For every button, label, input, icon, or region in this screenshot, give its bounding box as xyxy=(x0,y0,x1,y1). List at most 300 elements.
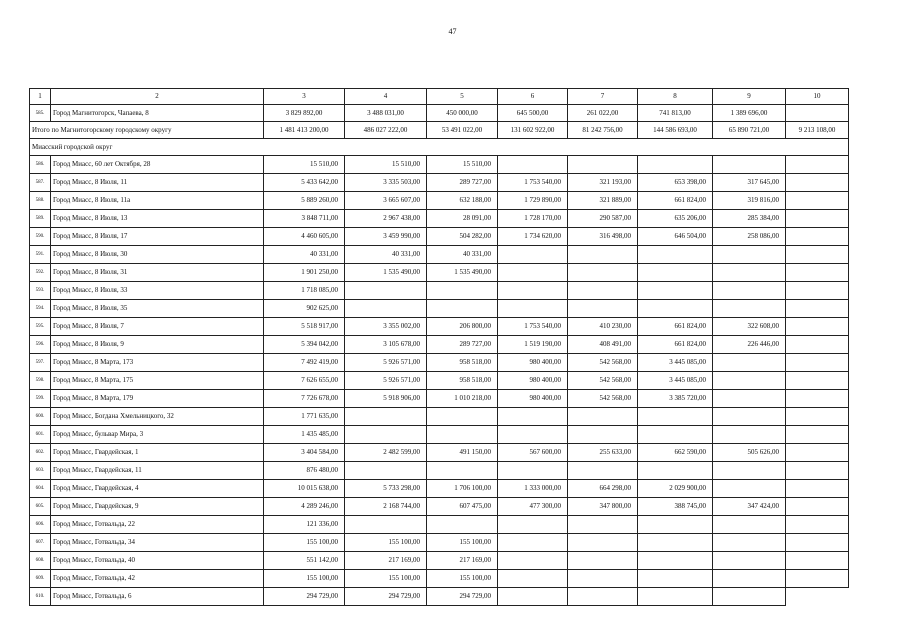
total-label: Итого по Магнитогорскому городскому округу xyxy=(30,122,264,139)
row-number: 589. xyxy=(30,210,51,228)
cell-col-6 xyxy=(498,300,568,318)
cell-col-4: 155 100,00 xyxy=(345,570,427,588)
table-row xyxy=(30,300,849,318)
cell-col-8: 661 824,00 xyxy=(638,318,713,336)
cell-col-10 xyxy=(786,372,849,390)
cell-col-3: 7 492 419,00 xyxy=(264,354,345,372)
header-col-4: 4 xyxy=(345,89,427,105)
cell-col-8: 635 206,00 xyxy=(638,210,713,228)
cell-col-6: 1 519 190,00 xyxy=(498,336,568,354)
cell-col-9 xyxy=(713,408,786,426)
cell-col-4: 5 926 571,00 xyxy=(345,354,427,372)
cell-col-3: 40 331,00 xyxy=(264,246,345,264)
cell-col-10 xyxy=(786,318,849,336)
row-number: 591. xyxy=(30,246,51,264)
cell-col-8 xyxy=(638,156,713,174)
cell-col-7 xyxy=(568,246,638,264)
row-address: Город Миасс, Гвардейская, 9 xyxy=(51,498,264,516)
row-address: Город Миасс, Готвальда, 22 xyxy=(51,516,264,534)
cell-col-5: 491 150,00 xyxy=(427,444,498,462)
row-number: 610. xyxy=(30,588,51,606)
row-address: Город Миасс, 8 Июля, 9 xyxy=(51,336,264,354)
row-address: Город Миасс, Гвардейская, 4 xyxy=(51,480,264,498)
cell-col-3: 4 289 246,00 xyxy=(264,498,345,516)
cell-col-9 xyxy=(713,246,786,264)
cell-col-9 xyxy=(713,426,786,444)
row-address: Город Миасс, 8 Марта, 175 xyxy=(51,372,264,390)
row-address: Город Миасс, Готвальда, 6 xyxy=(51,588,264,606)
table-row xyxy=(30,570,849,588)
row-number: 605. xyxy=(30,498,51,516)
row-address: Город Миасс, Богдана Хмельницкого, 32 xyxy=(51,408,264,426)
cell-col-8: 3 445 085,00 xyxy=(638,372,713,390)
cell-col-3: 15 510,00 xyxy=(264,156,345,174)
row-number: 598. xyxy=(30,372,51,390)
cell-col-3: 121 336,00 xyxy=(264,516,345,534)
row-number: 593. xyxy=(30,282,51,300)
row-number: 604. xyxy=(30,480,51,498)
cell-col-8 xyxy=(638,264,713,282)
cell-col-9: 322 608,00 xyxy=(713,318,786,336)
cell-col-7: 347 800,00 xyxy=(568,498,638,516)
cell-col-7: 542 568,00 xyxy=(568,372,638,390)
cell-col-4: 2 168 744,00 xyxy=(345,498,427,516)
cell-col-4: 294 729,00 xyxy=(345,588,427,606)
row-address: Город Миасс, 8 Июля, 7 xyxy=(51,318,264,336)
table-row xyxy=(30,192,849,210)
cell-col-9: 347 424,00 xyxy=(713,498,786,516)
cell-col-10 xyxy=(786,534,849,552)
row-address: Город Миасс, 8 Марта, 179 xyxy=(51,390,264,408)
cell-col-9 xyxy=(713,372,786,390)
section-title: Миасский городской округ xyxy=(30,139,849,156)
cell-col-8: 741 813,00 xyxy=(638,105,713,122)
cell-col-4: 3 459 990,00 xyxy=(345,228,427,246)
cell-col-5 xyxy=(427,408,498,426)
cell-col-6: 980 400,00 xyxy=(498,372,568,390)
cell-col-8 xyxy=(638,588,713,606)
cell-col-4: 2 967 438,00 xyxy=(345,210,427,228)
header-col-1: 1 xyxy=(30,89,51,105)
cell-col-6 xyxy=(498,552,568,570)
cell-col-7 xyxy=(568,516,638,534)
cell-col-5: 155 100,00 xyxy=(427,534,498,552)
cell-col-6 xyxy=(498,462,568,480)
cell-col-7 xyxy=(568,426,638,444)
cell-col-9 xyxy=(713,156,786,174)
cell-col-5: 40 331,00 xyxy=(427,246,498,264)
cell-col-7: 255 633,00 xyxy=(568,444,638,462)
cell-col-10 xyxy=(786,552,849,570)
cell-col-10 xyxy=(786,336,849,354)
cell-col-7: 410 230,00 xyxy=(568,318,638,336)
cell-col-9 xyxy=(713,462,786,480)
cell-col-8 xyxy=(638,408,713,426)
cell-col-9 xyxy=(713,588,786,606)
cell-col-8: 653 398,00 xyxy=(638,174,713,192)
total-col-3: 1 481 413 200,00 xyxy=(264,122,345,139)
cell-col-9: 258 086,00 xyxy=(713,228,786,246)
row-number: 600. xyxy=(30,408,51,426)
table-row xyxy=(30,318,849,336)
cell-col-4: 5 926 571,00 xyxy=(345,372,427,390)
row-number: 592. xyxy=(30,264,51,282)
row-address: Город Миасс, 8 Июля, 17 xyxy=(51,228,264,246)
cell-col-5: 504 282,00 xyxy=(427,228,498,246)
cell-col-5: 206 800,00 xyxy=(427,318,498,336)
cell-col-8 xyxy=(638,534,713,552)
row-address: Город Миасс, 8 Марта, 173 xyxy=(51,354,264,372)
table-row xyxy=(30,228,849,246)
cell-col-3: 902 625,00 xyxy=(264,300,345,318)
cell-col-5: 450 000,00 xyxy=(427,105,498,122)
row-number: 590. xyxy=(30,228,51,246)
cell-col-4: 155 100,00 xyxy=(345,534,427,552)
cell-col-5: 289 727,00 xyxy=(427,174,498,192)
cell-col-4: 3 488 031,00 xyxy=(345,105,427,122)
row-number: 609. xyxy=(30,570,51,588)
cell-col-6 xyxy=(498,408,568,426)
cell-col-7: 261 022,00 xyxy=(568,105,638,122)
row-number: 587. xyxy=(30,174,51,192)
cell-col-8: 3 445 085,00 xyxy=(638,354,713,372)
cell-col-8: 2 029 900,00 xyxy=(638,480,713,498)
table-row xyxy=(30,372,849,390)
cell-col-10 xyxy=(786,354,849,372)
cell-col-9: 505 626,00 xyxy=(713,444,786,462)
cell-col-5: 1 010 218,00 xyxy=(427,390,498,408)
row-address: Город Миасс, Гвардейская, 1 xyxy=(51,444,264,462)
cell-col-4 xyxy=(345,300,427,318)
cell-col-5: 1 706 100,00 xyxy=(427,480,498,498)
cell-col-3: 5 433 642,00 xyxy=(264,174,345,192)
cell-col-5: 607 475,00 xyxy=(427,498,498,516)
header-col-3: 3 xyxy=(264,89,345,105)
row-number: 594. xyxy=(30,300,51,318)
cell-col-8: 661 824,00 xyxy=(638,192,713,210)
cell-col-8: 3 385 720,00 xyxy=(638,390,713,408)
header-row xyxy=(30,89,849,105)
cell-col-8: 661 824,00 xyxy=(638,336,713,354)
cell-col-7 xyxy=(568,570,638,588)
cell-col-4: 15 510,00 xyxy=(345,156,427,174)
cell-col-6: 645 500,00 xyxy=(498,105,568,122)
cell-col-6 xyxy=(498,588,568,606)
total-col-4: 486 027 222,00 xyxy=(345,122,427,139)
row-number: 607. xyxy=(30,534,51,552)
cell-col-6 xyxy=(498,156,568,174)
cell-col-10 xyxy=(786,390,849,408)
cell-col-3: 155 100,00 xyxy=(264,570,345,588)
cell-col-6: 980 400,00 xyxy=(498,390,568,408)
cell-col-9 xyxy=(713,282,786,300)
table-row xyxy=(30,354,849,372)
cell-col-10 xyxy=(786,570,849,588)
table-row xyxy=(30,426,849,444)
cell-col-10 xyxy=(786,300,849,318)
row-address: Город Миасс, Готвальда, 42 xyxy=(51,570,264,588)
table-row xyxy=(30,105,849,122)
cell-col-6 xyxy=(498,282,568,300)
table-row xyxy=(30,390,849,408)
cell-col-3: 1 718 085,00 xyxy=(264,282,345,300)
row-number: 606. xyxy=(30,516,51,534)
cell-col-10 xyxy=(786,105,849,122)
row-address: Город Миасс, 8 Июля, 35 xyxy=(51,300,264,318)
cell-col-5: 632 188,00 xyxy=(427,192,498,210)
cell-col-9 xyxy=(713,300,786,318)
cell-col-9: 1 389 696,00 xyxy=(713,105,786,122)
table-row xyxy=(30,588,849,606)
cell-col-6 xyxy=(498,516,568,534)
total-col-8: 144 586 693,00 xyxy=(638,122,713,139)
header-col-10: 10 xyxy=(786,89,849,105)
row-number: 597. xyxy=(30,354,51,372)
cell-col-10 xyxy=(786,174,849,192)
cell-col-8 xyxy=(638,282,713,300)
cell-col-4: 217 169,00 xyxy=(345,552,427,570)
cell-col-10 xyxy=(786,462,849,480)
cell-col-10 xyxy=(786,264,849,282)
table-row xyxy=(30,498,849,516)
cell-col-7: 290 587,00 xyxy=(568,210,638,228)
cell-col-4: 3 335 503,00 xyxy=(345,174,427,192)
cell-col-5: 294 729,00 xyxy=(427,588,498,606)
cell-col-5 xyxy=(427,282,498,300)
cell-col-3: 7 726 678,00 xyxy=(264,390,345,408)
cell-col-6 xyxy=(498,534,568,552)
row-address: Город Миасс, 8 Июля, 11 xyxy=(51,174,264,192)
row-address: Город Миасс, 8 Июля, 11а xyxy=(51,192,264,210)
row-number: 602. xyxy=(30,444,51,462)
cell-col-3: 5 394 042,00 xyxy=(264,336,345,354)
cell-col-4 xyxy=(345,282,427,300)
table-row xyxy=(30,462,849,480)
cell-col-10 xyxy=(786,156,849,174)
cell-col-5: 155 100,00 xyxy=(427,570,498,588)
cell-col-6: 1 753 540,00 xyxy=(498,318,568,336)
total-col-6: 131 602 922,00 xyxy=(498,122,568,139)
cell-col-7: 664 298,00 xyxy=(568,480,638,498)
cell-col-10 xyxy=(786,228,849,246)
cell-col-9 xyxy=(713,552,786,570)
cell-col-10 xyxy=(786,192,849,210)
cell-col-10 xyxy=(786,444,849,462)
cell-col-6 xyxy=(498,426,568,444)
cell-col-4: 5 733 298,00 xyxy=(345,480,427,498)
row-number: 588. xyxy=(30,192,51,210)
cell-col-7 xyxy=(568,552,638,570)
cell-col-9 xyxy=(713,516,786,534)
cell-col-3: 5 518 917,00 xyxy=(264,318,345,336)
cell-col-7: 542 568,00 xyxy=(568,390,638,408)
cell-col-3: 3 829 892,00 xyxy=(264,105,345,122)
cell-col-6 xyxy=(498,570,568,588)
cell-col-5: 958 518,00 xyxy=(427,354,498,372)
cell-col-6 xyxy=(498,246,568,264)
cell-col-7: 316 498,00 xyxy=(568,228,638,246)
cell-col-7: 321 889,00 xyxy=(568,192,638,210)
cell-col-9 xyxy=(713,264,786,282)
cell-col-7 xyxy=(568,588,638,606)
row-address: Город Миасс, 8 Июля, 30 xyxy=(51,246,264,264)
cell-col-3: 10 015 638,00 xyxy=(264,480,345,498)
cell-col-8: 646 504,00 xyxy=(638,228,713,246)
cell-col-5: 289 727,00 xyxy=(427,336,498,354)
total-col-7: 81 242 756,00 xyxy=(568,122,638,139)
funding-table xyxy=(29,88,849,606)
table-row xyxy=(30,264,849,282)
cell-col-3: 3 404 584,00 xyxy=(264,444,345,462)
cell-col-4: 3 355 002,00 xyxy=(345,318,427,336)
header-col-6: 6 xyxy=(498,89,568,105)
row-address: Город Миасс, Гвардейская, 11 xyxy=(51,462,264,480)
total-col-9: 65 890 721,00 xyxy=(713,122,786,139)
row-number: 603. xyxy=(30,462,51,480)
cell-col-3: 3 848 711,00 xyxy=(264,210,345,228)
cell-col-3: 1 771 635,00 xyxy=(264,408,345,426)
cell-col-4 xyxy=(345,516,427,534)
cell-col-6 xyxy=(498,264,568,282)
cell-col-10 xyxy=(786,210,849,228)
cell-col-3: 1 435 485,00 xyxy=(264,426,345,444)
cell-col-8 xyxy=(638,462,713,480)
row-address: Город Миасс, 8 Июля, 31 xyxy=(51,264,264,282)
row-number: 601. xyxy=(30,426,51,444)
table-row xyxy=(30,246,849,264)
cell-col-3: 1 901 250,00 xyxy=(264,264,345,282)
cell-col-5 xyxy=(427,462,498,480)
row-number: 608. xyxy=(30,552,51,570)
cell-col-10 xyxy=(786,426,849,444)
cell-col-5 xyxy=(427,300,498,318)
cell-col-8 xyxy=(638,552,713,570)
total-col-5: 53 491 022,00 xyxy=(427,122,498,139)
cell-col-5 xyxy=(427,516,498,534)
table-row xyxy=(30,336,849,354)
cell-col-8 xyxy=(638,426,713,444)
cell-col-8 xyxy=(638,246,713,264)
cell-col-7 xyxy=(568,408,638,426)
cell-col-3: 294 729,00 xyxy=(264,588,345,606)
cell-col-3: 155 100,00 xyxy=(264,534,345,552)
header-col-2: 2 xyxy=(51,89,264,105)
table-row xyxy=(30,516,849,534)
cell-col-6: 477 300,00 xyxy=(498,498,568,516)
cell-col-10 xyxy=(786,480,849,498)
table-row xyxy=(30,534,849,552)
cell-col-3: 7 626 655,00 xyxy=(264,372,345,390)
cell-col-10 xyxy=(786,246,849,264)
cell-col-5: 15 510,00 xyxy=(427,156,498,174)
cell-col-5: 958 518,00 xyxy=(427,372,498,390)
row-number: 585. xyxy=(30,105,51,122)
cell-col-5: 1 535 490,00 xyxy=(427,264,498,282)
cell-col-7 xyxy=(568,534,638,552)
cell-col-6: 567 600,00 xyxy=(498,444,568,462)
table-row xyxy=(30,444,849,462)
row-address: Город Миасс, Готвальда, 34 xyxy=(51,534,264,552)
header-col-5: 5 xyxy=(427,89,498,105)
cell-col-7: 542 568,00 xyxy=(568,354,638,372)
cell-col-6: 1 753 540,00 xyxy=(498,174,568,192)
cell-col-9 xyxy=(713,570,786,588)
cell-col-3: 5 889 260,00 xyxy=(264,192,345,210)
section-row xyxy=(30,139,849,156)
cell-col-7: 321 193,00 xyxy=(568,174,638,192)
row-address: Город Миасс, Готвальда, 40 xyxy=(51,552,264,570)
cell-col-7 xyxy=(568,156,638,174)
row-address: Город Миасс, бульвар Мира, 3 xyxy=(51,426,264,444)
cell-col-10 xyxy=(786,588,849,606)
table-row xyxy=(30,480,849,498)
cell-col-4: 3 665 607,00 xyxy=(345,192,427,210)
row-number: 599. xyxy=(30,390,51,408)
cell-col-9 xyxy=(713,354,786,372)
cell-col-9 xyxy=(713,480,786,498)
cell-col-4: 5 918 906,00 xyxy=(345,390,427,408)
cell-col-8 xyxy=(638,570,713,588)
row-number: 595. xyxy=(30,318,51,336)
row-address: Город Миасс, 8 Июля, 33 xyxy=(51,282,264,300)
header-col-7: 7 xyxy=(568,89,638,105)
cell-col-4: 3 105 678,00 xyxy=(345,336,427,354)
total-row xyxy=(30,122,849,139)
cell-col-4 xyxy=(345,462,427,480)
cell-col-10 xyxy=(786,408,849,426)
cell-col-5: 28 091,00 xyxy=(427,210,498,228)
table-row xyxy=(30,174,849,192)
cell-col-7 xyxy=(568,264,638,282)
cell-col-6: 980 400,00 xyxy=(498,354,568,372)
table-row xyxy=(30,408,849,426)
table-row xyxy=(30,210,849,228)
cell-col-4 xyxy=(345,408,427,426)
cell-col-9: 226 446,00 xyxy=(713,336,786,354)
cell-col-10 xyxy=(786,516,849,534)
table-row xyxy=(30,282,849,300)
cell-col-7 xyxy=(568,282,638,300)
row-address: Город Магнитогорск, Чапаева, 8 xyxy=(51,105,264,122)
row-address: Город Миасс, 8 Июля, 13 xyxy=(51,210,264,228)
cell-col-7: 408 491,00 xyxy=(568,336,638,354)
cell-col-9: 319 816,00 xyxy=(713,192,786,210)
cell-col-8 xyxy=(638,300,713,318)
cell-col-8: 662 590,00 xyxy=(638,444,713,462)
cell-col-9 xyxy=(713,390,786,408)
cell-col-8: 388 745,00 xyxy=(638,498,713,516)
header-col-8: 8 xyxy=(638,89,713,105)
cell-col-4: 40 331,00 xyxy=(345,246,427,264)
cell-col-6: 1 728 170,00 xyxy=(498,210,568,228)
page-number: 47 xyxy=(448,27,457,36)
row-number: 596. xyxy=(30,336,51,354)
row-number: 586. xyxy=(30,156,51,174)
cell-col-4: 1 535 490,00 xyxy=(345,264,427,282)
cell-col-4: 2 482 599,00 xyxy=(345,444,427,462)
total-col-10: 9 213 108,00 xyxy=(786,122,849,139)
cell-col-9: 317 645,00 xyxy=(713,174,786,192)
table-row xyxy=(30,552,849,570)
cell-col-6: 1 729 890,00 xyxy=(498,192,568,210)
cell-col-3: 551 142,00 xyxy=(264,552,345,570)
cell-col-9: 285 384,00 xyxy=(713,210,786,228)
cell-col-3: 876 480,00 xyxy=(264,462,345,480)
cell-col-5: 217 169,00 xyxy=(427,552,498,570)
row-address: Город Миасс, 60 лет Октября, 28 xyxy=(51,156,264,174)
cell-col-10 xyxy=(786,282,849,300)
cell-col-4 xyxy=(345,426,427,444)
